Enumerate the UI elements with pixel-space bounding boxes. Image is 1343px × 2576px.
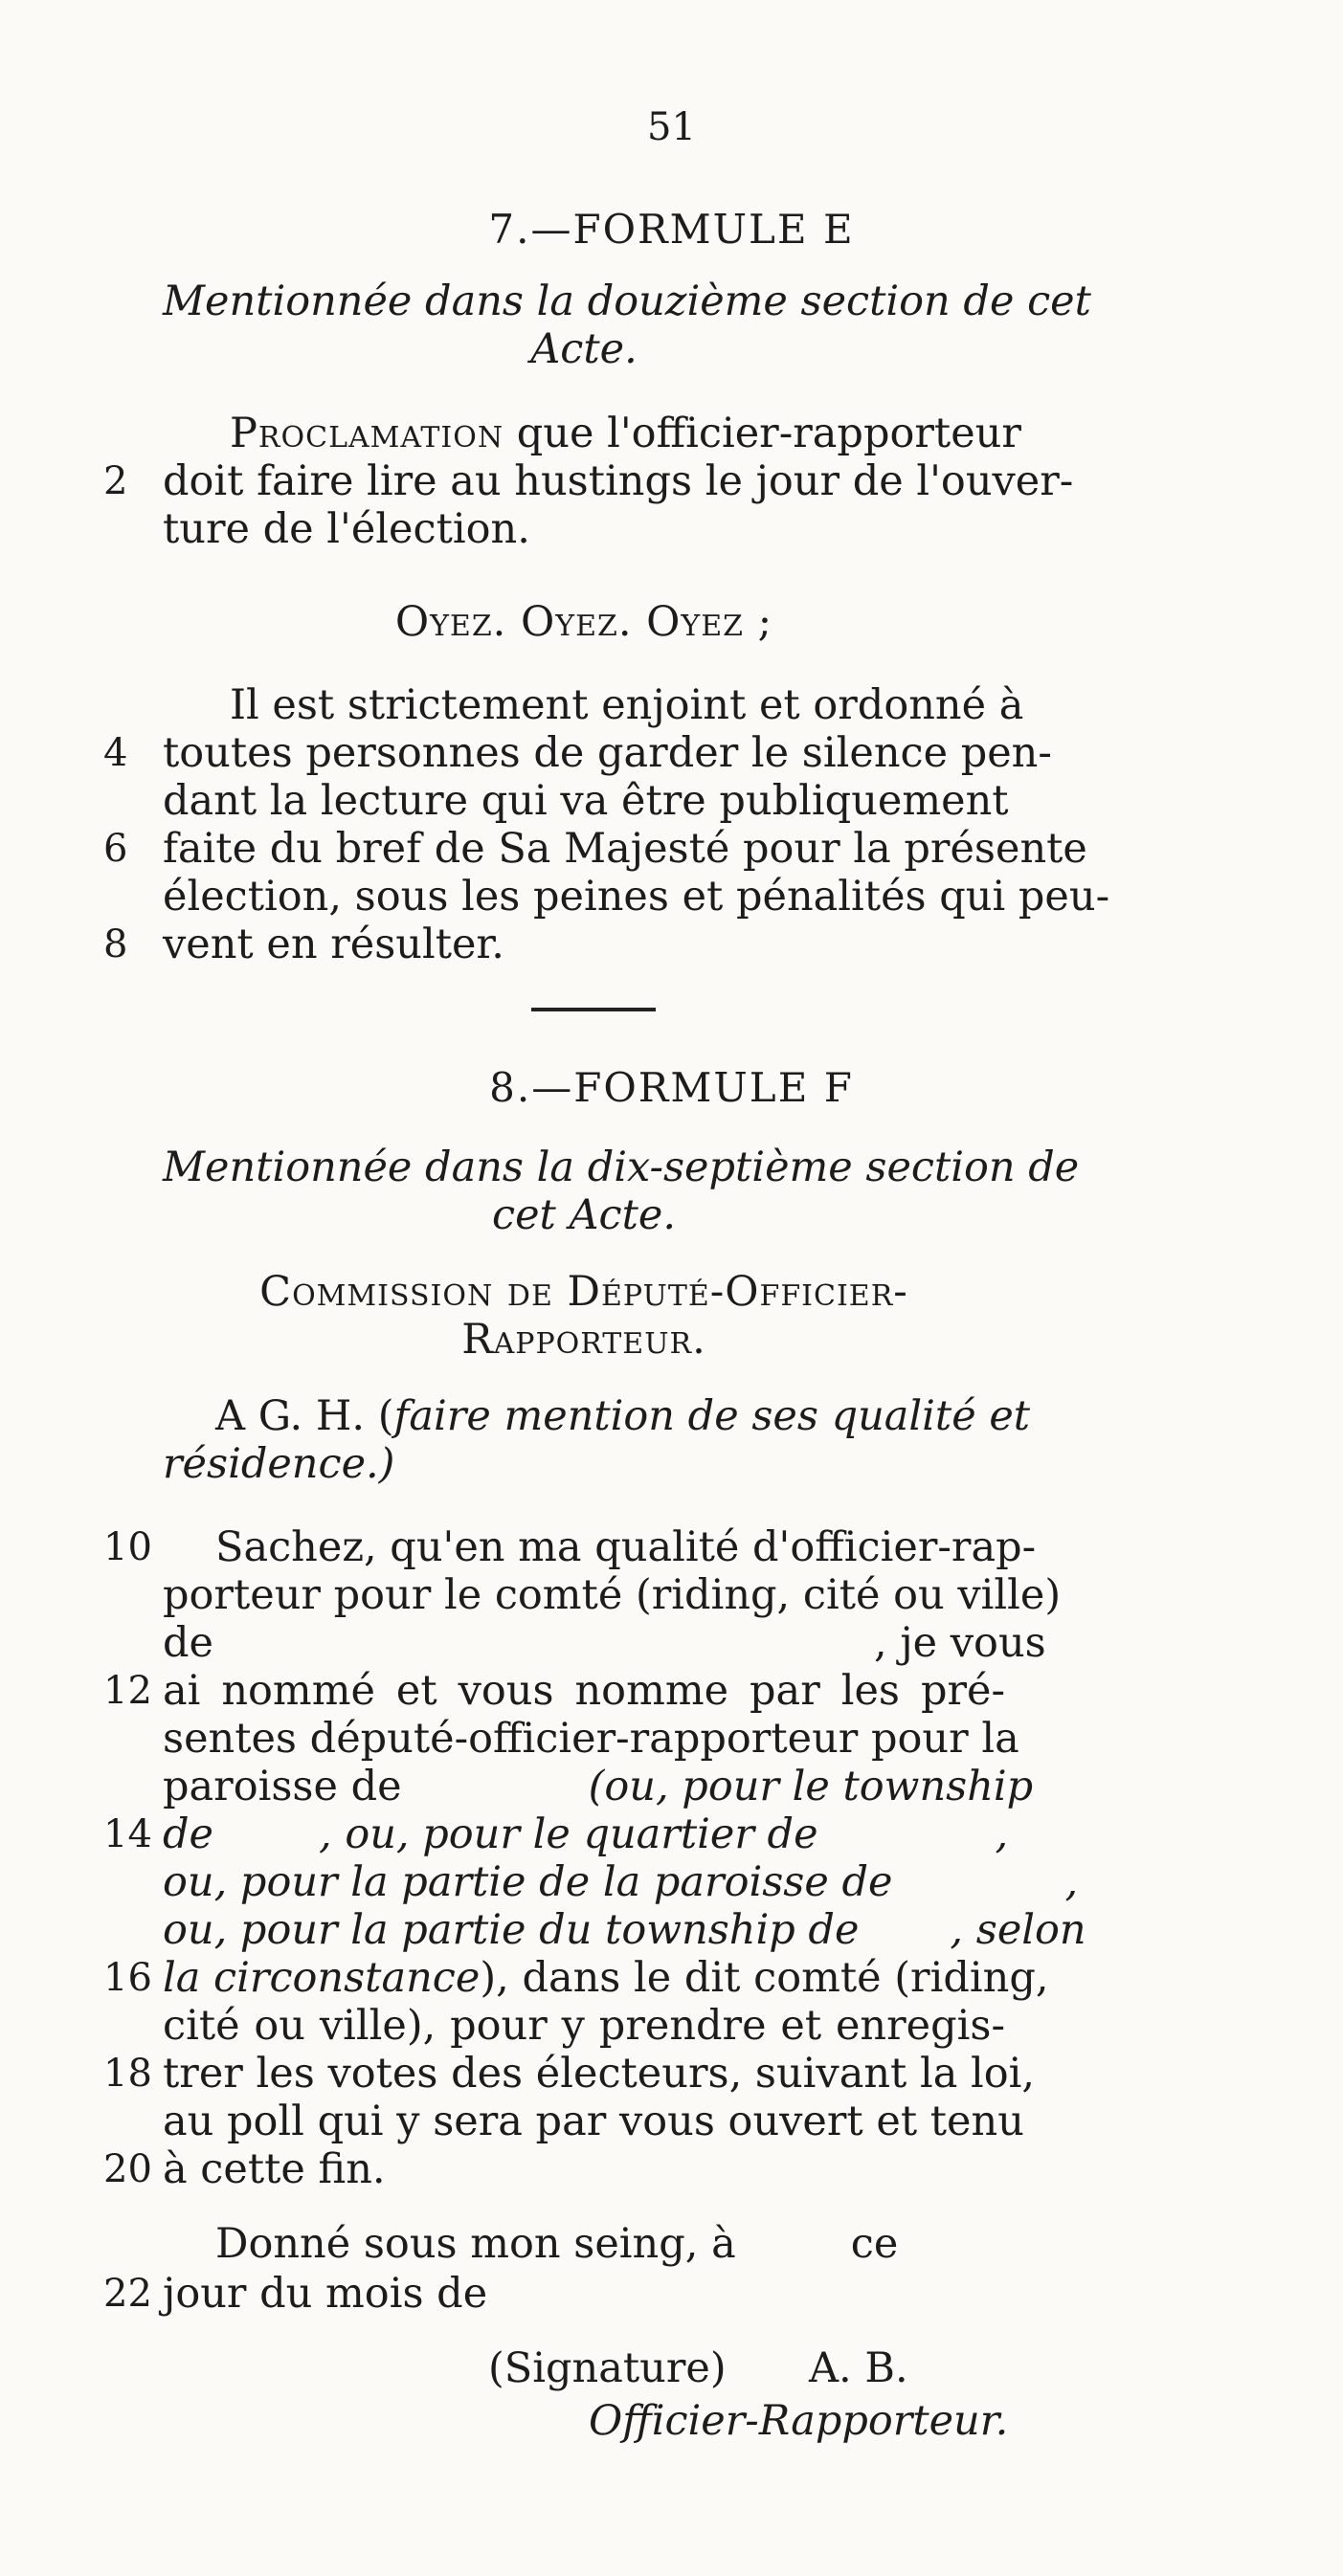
body-f-line: sentes député-officier-rapporteur pour la — [163, 1715, 1019, 1763]
formule-f-title: 8.—FORMULE F — [489, 1064, 854, 1111]
blank-prefix: ou, pour la partie du township de — [163, 1906, 860, 1954]
blank-prefix: paroisse de — [163, 1763, 402, 1810]
blank-suffix: , — [1064, 1858, 1079, 1906]
commission-heading-line-1: Commission de Député-Officier- — [259, 1268, 908, 1316]
body-f-line: Sachez, qu'en ma qualité d'officier-rap- — [215, 1523, 1037, 1571]
body-f-line: au poll qui y sera par vous ouvert et tenu — [163, 2098, 1024, 2145]
margin-number: 12 — [103, 1669, 152, 1713]
formule-f-subtitle-line-2: cet Acte. — [491, 1191, 676, 1239]
body-f-line: ai nommé et vous nomme par les pré- — [163, 1667, 1005, 1715]
margin-number: 20 — [103, 2147, 152, 2191]
body-f-line-de — [163, 1619, 1046, 1667]
blank-suffix: , — [995, 1810, 1009, 1858]
margin-number: 4 — [103, 731, 128, 775]
margin-number: 14 — [103, 1812, 152, 1856]
donne-line-2: jour du mois de — [163, 2270, 488, 2318]
body-f-line: trer les votes des électeurs, suivant la loi, — [163, 2050, 1036, 2098]
signature-label: (Signature) — [488, 2344, 727, 2392]
agh-line-2: résidence.) — [163, 1440, 395, 1488]
circonstance-rest: ), dans le dit comté (riding, — [480, 1954, 1049, 2002]
proclamation-line-1-rest: que l'officier-rapporteur — [504, 410, 1021, 457]
proclamation-word: Proclamation — [230, 410, 504, 457]
donne-text: Donné sous mon seing, à — [215, 2220, 736, 2268]
body-e-line: dant la lecture qui va être publiquement — [163, 777, 1009, 825]
formule-e-title: 7.—FORMULE E — [488, 206, 855, 253]
body-e-line: Il est strictement enjoint et ordonné à — [230, 681, 1024, 729]
formule-f-subtitle-line-1: Mentionnée dans la dix-septième section de — [163, 1144, 1080, 1191]
blank-suffix: (ou, pour le township — [588, 1763, 1034, 1810]
body-f-line: à cette fin. — [163, 2145, 386, 2193]
signer-initials: A. B. — [809, 2344, 908, 2392]
blank-suffix: , je vous — [873, 1619, 1046, 1667]
margin-number: 2 — [103, 459, 128, 503]
agh-line-1 — [163, 1392, 1031, 1440]
body-f-line-paroisse — [163, 1763, 1034, 1810]
commission-heading-line-2: Rapporteur. — [461, 1316, 706, 1364]
proclamation-line-1 — [163, 410, 1021, 457]
body-f-line-partie-paroisse — [163, 1858, 1079, 1906]
agh-italic: faire mention de ses qualité et — [393, 1392, 1031, 1440]
donne-ce: ce — [850, 2220, 899, 2268]
blank-prefix: ou, pour la partie de la paroisse de — [163, 1858, 893, 1906]
margin-number: 22 — [103, 2272, 152, 2316]
margin-number: 16 — [103, 1956, 152, 2000]
body-e-line: vent en résulter. — [163, 921, 504, 968]
body-f-line: cité ou ville), pour y prendre et enregis- — [163, 2002, 1005, 2050]
formule-e-subtitle-line-2: Acte. — [530, 325, 638, 373]
blank-middle: , ou, pour le quartier de — [318, 1810, 818, 1858]
body-f-line-circonstance — [163, 1954, 1049, 2002]
page-number: 51 — [647, 105, 696, 149]
donne-line-1 — [163, 2220, 1005, 2268]
signer-title: Officier-Rapporteur. — [589, 2397, 1009, 2445]
body-e-line: toutes personnes de garder le silence pen- — [163, 729, 1052, 777]
formule-e-subtitle-line-1: Mentionnée dans la douzième section de cet — [163, 278, 1091, 325]
body-f-line-partie-township — [163, 1906, 1086, 1954]
oyez-line: Oyez. Oyez. Oyez ; — [394, 598, 773, 646]
proclamation-line-3: ture de l'élection. — [163, 505, 530, 553]
margin-number: 10 — [103, 1525, 152, 1569]
body-e-line: élection, sous les peines et pénalités qui peu- — [163, 873, 1110, 921]
blank-prefix: de — [163, 1810, 213, 1858]
margin-number: 6 — [103, 827, 128, 871]
margin-number: 8 — [103, 922, 128, 966]
blank-suffix: , selon — [950, 1906, 1086, 1954]
blank-prefix: de — [163, 1619, 213, 1667]
body-e-line: faite du bref de Sa Majesté pour la présente — [163, 825, 1087, 873]
proclamation-line-2: doit faire lire au hustings le jour de l'ouver- — [163, 457, 1074, 505]
body-f-line: porteur pour le comté (riding, cité ou ville) — [163, 1571, 1062, 1619]
section-divider — [531, 1008, 656, 1011]
agh-name: A G. H. ( — [215, 1392, 394, 1440]
margin-number: 18 — [103, 2052, 152, 2096]
circonstance-italic: la circonstance — [163, 1954, 481, 2002]
body-f-line-quartier — [163, 1810, 1009, 1858]
